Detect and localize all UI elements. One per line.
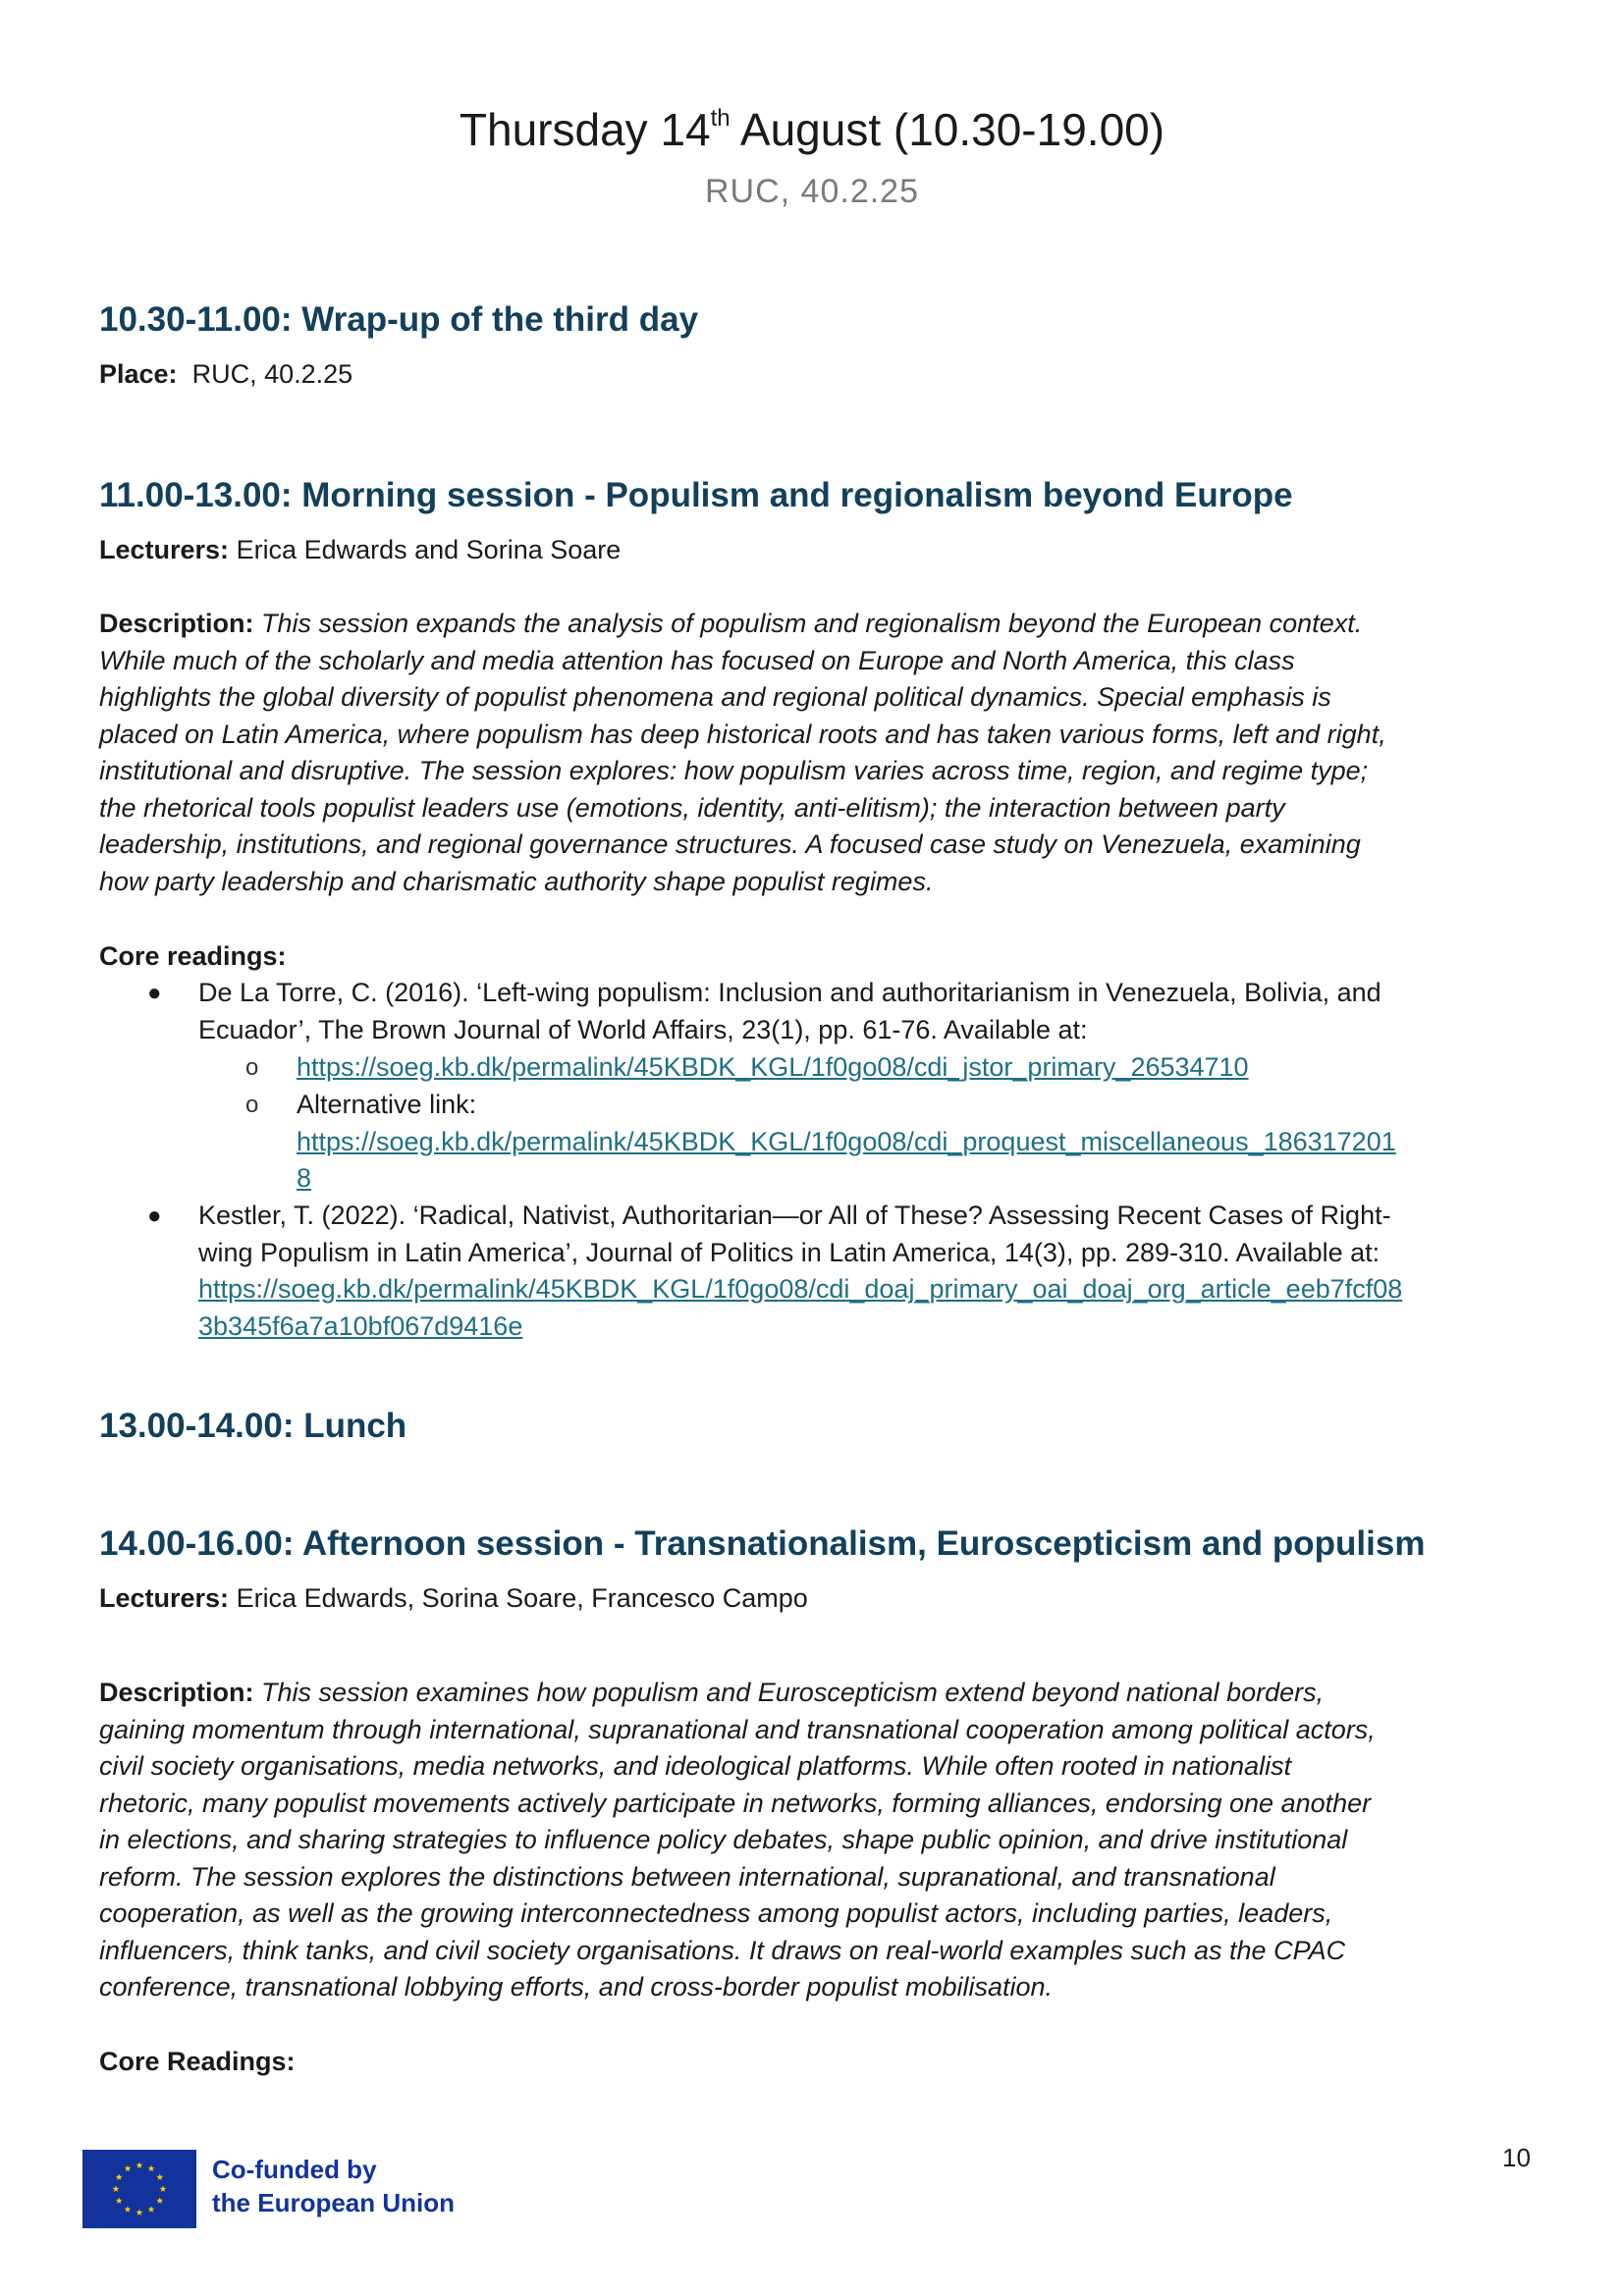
- reading-line: Ecuador’, The Brown Journal of World Affairs, 23(1), pp. 61-76. Available at:: [198, 1014, 1088, 1044]
- description-line: conference, transnational lobbying efforts, and cross-border populist mobilisation.: [99, 1972, 1054, 2002]
- description-morning: [99, 606, 1543, 900]
- eu-stars-icon: [82, 2150, 196, 2228]
- description-line: influencers, think tanks, and civil society organisations. It draws on real-world examples such as the CPAC: [99, 1935, 1346, 1965]
- description-line: cooperation, as well as the growing interconnectedness among populist actors, including parties, leaders,: [99, 1898, 1333, 1928]
- eu-star-icon: [125, 2206, 132, 2213]
- core-readings-label: Core readings:: [99, 941, 287, 971]
- reading-item: [198, 1198, 1402, 1345]
- section-heading-wrapup: 10.30-11.00: Wrap-up of the third day: [99, 300, 699, 339]
- eu-star-icon: [148, 2206, 155, 2213]
- description-line: While much of the scholarly and media attention has focused on Europe and North America, this class: [99, 645, 1295, 675]
- description-line: in elections, and sharing strategies to influence policy debates, shape public opinion, and drive institutional: [99, 1825, 1348, 1854]
- reading-line: De La Torre, C. (2016). ‘Left-wing populism: Inclusion and authoritarianism in Venezuela, Bolivia, and: [198, 978, 1381, 1007]
- description-line: institutional and disruptive. The session explores: how populism varies across time, region, and regime type;: [99, 756, 1369, 785]
- core-readings-label: Core Readings:: [99, 2047, 296, 2076]
- description-label: Description:: [99, 609, 254, 638]
- eu-star-icon: [136, 2162, 143, 2168]
- description-line: civil society organisations, media networks, and ideological platforms. While often rooted in nationalist: [99, 1751, 1292, 1781]
- description-line: rhetoric, many populist movements actively participate in networks, forming alliances, endorsing one another: [99, 1788, 1372, 1818]
- eu-flag-icon: [82, 2150, 196, 2228]
- day-title-rest: August (10.30-19.00): [730, 104, 1165, 155]
- reading-sub-item: [297, 1049, 1249, 1087]
- reading-link[interactable]: https://soeg.kb.dk/permalink/45KBDK_KGL/1f0go08/cdi_jstor_primary_26534710: [297, 1052, 1249, 1082]
- lecturers-label: Lecturers:: [99, 535, 230, 564]
- description-line: This session expands the analysis of populism and regionalism beyond the European context.: [261, 609, 1363, 638]
- reading-item: [198, 975, 1381, 1048]
- section-heading-morning: 11.00-13.00: Morning session - Populism and regionalism beyond Europe: [99, 476, 1293, 514]
- day-title: [0, 100, 1624, 159]
- reading-link[interactable]: 3b345f6a7a10bf067d9416e: [198, 1310, 523, 1341]
- reading-line: Kestler, T. (2022). ‘Radical, Nativist, Authoritarian—or All of These? Assessing Recent Cases of Right-: [198, 1201, 1391, 1230]
- lecturers-value: Erica Edwards, Sorina Soare, Francesco Campo: [236, 1583, 808, 1613]
- description-line: how party leadership and charismatic authority shape populist regimes.: [99, 866, 934, 896]
- section-heading-afternoon: 14.00-16.00: Afternoon session - Transnationalism, Euroscepticism and populism: [99, 1524, 1426, 1563]
- description-line: gaining momentum through international, supranational and transnational cooperation among political actors,: [99, 1714, 1376, 1744]
- description-line: highlights the global diversity of populist phenomena and regional political dynamics. Special emphasis is: [99, 682, 1331, 712]
- eu-star-icon: [113, 2185, 120, 2192]
- eu-star-icon: [148, 2165, 155, 2172]
- reading-link[interactable]: https://soeg.kb.dk/permalink/45KBDK_KGL/1f0go08/cdi_doaj_primary_oai_doaj_org_article_eeb7fcf08: [198, 1274, 1403, 1304]
- reading-link[interactable]: https://soeg.kb.dk/permalink/45KBDK_KGL/1f0go08/cdi_proquest_miscellaneous_186317201: [297, 1126, 1396, 1156]
- page-number: 10: [1502, 2143, 1531, 2172]
- alternative-link-label: Alternative link:: [297, 1090, 477, 1119]
- section-lecturers: [99, 531, 621, 568]
- description-line: placed on Latin America, where populism has deep historical roots and has taken various forms, left and right,: [99, 719, 1386, 749]
- eu-star-icon: [125, 2165, 132, 2172]
- eu-text-line1: Co-funded by: [212, 2155, 377, 2184]
- eu-star-icon: [156, 2173, 163, 2180]
- day-title-main: Thursday 14: [459, 104, 711, 155]
- place-label: Place:: [99, 359, 178, 389]
- sub-bullet-icon: o: [245, 1054, 259, 1081]
- description-label: Description:: [99, 1678, 254, 1707]
- eu-star-icon: [136, 2209, 143, 2216]
- description-line: reform. The session explores the distinctions between international, supranational, and transnational: [99, 1861, 1275, 1892]
- bullet-icon: ●: [147, 980, 162, 1006]
- day-location: RUC, 40.2.25: [705, 173, 919, 210]
- section-heading-lunch: 13.00-14.00: Lunch: [99, 1407, 407, 1445]
- section-place: [99, 355, 352, 393]
- reading-sub-item: [297, 1087, 1396, 1198]
- description-line: the rhetorical tools populist leaders use (emotions, identity, anti-elitism); the interaction between party: [99, 792, 1285, 823]
- eu-star-icon: [160, 2185, 167, 2192]
- description-line: This session examines how populism and Euroscepticism extend beyond national borders,: [261, 1678, 1325, 1707]
- lecturers-label: Lecturers:: [99, 1583, 230, 1613]
- bullet-icon: ●: [147, 1202, 162, 1229]
- reading-line: wing Populism in Latin America’, Journal of Politics in Latin America, 14(3), pp. 289-310. Available at:: [198, 1237, 1380, 1267]
- eu-funding-notice: [212, 2153, 455, 2219]
- description-afternoon: [99, 1675, 1543, 2006]
- eu-star-icon: [116, 2197, 123, 2204]
- day-title-ordinal: th: [710, 105, 731, 132]
- reading-link[interactable]: 8: [297, 1163, 312, 1193]
- eu-star-icon: [156, 2197, 163, 2204]
- lecturers-value: Erica Edwards and Sorina Soare: [236, 535, 622, 564]
- sub-bullet-icon: o: [245, 1092, 259, 1118]
- description-line: leadership, institutions, and regional governance structures. A focused case study on Venezuela, examining: [99, 829, 1361, 859]
- section-lecturers: [99, 1579, 808, 1617]
- eu-star-icon: [116, 2173, 123, 2180]
- eu-text-line2: the European Union: [212, 2188, 455, 2217]
- place-value: RUC, 40.2.25: [191, 359, 353, 389]
